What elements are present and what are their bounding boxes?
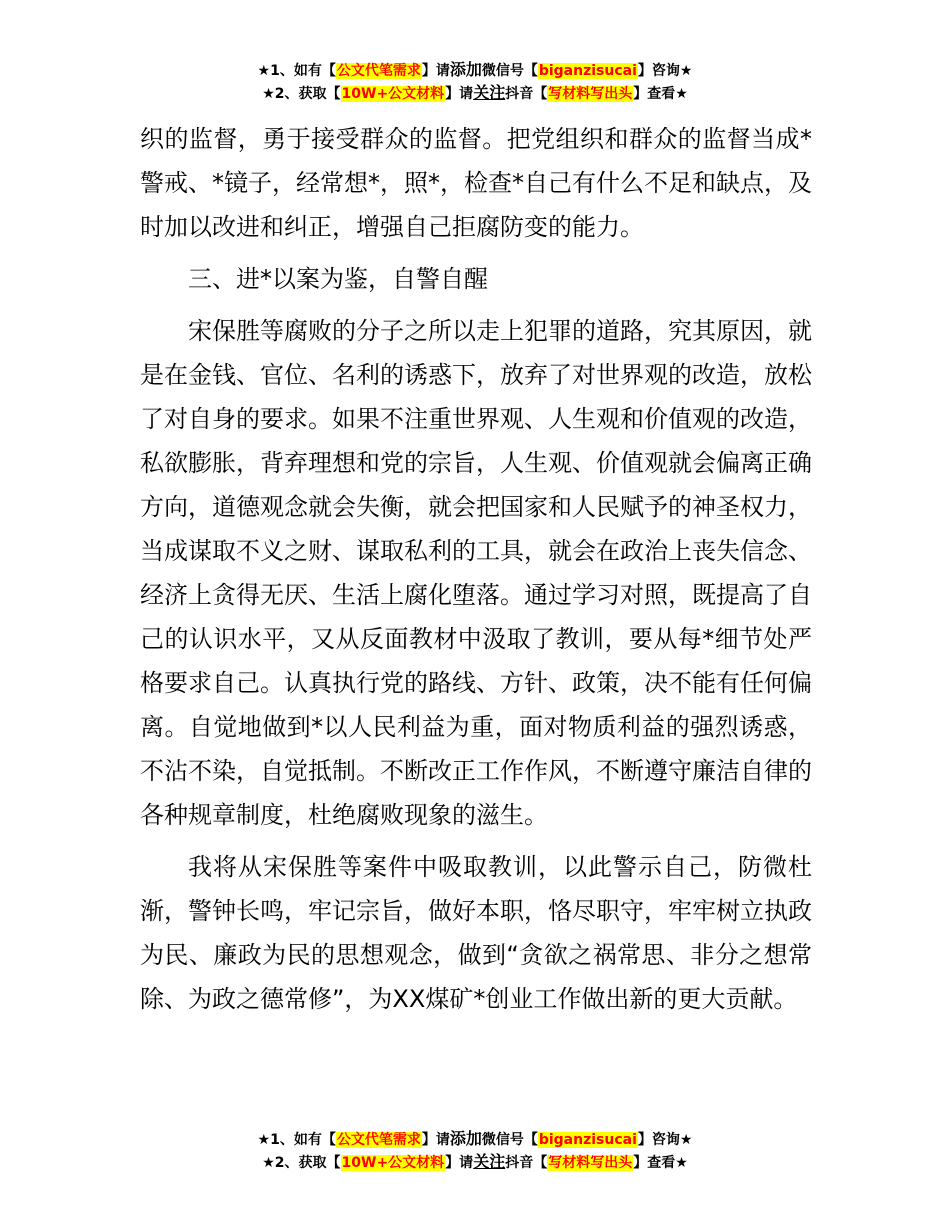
banner-line-2: ★2、获取【10W+公文材料】请关注抖音【写材料写出头】查看★ (262, 83, 688, 102)
highlight-wechat-id: biganzisucai (538, 63, 637, 79)
footer-banner (0, 1128, 950, 1174)
highlight-wechat-id: biganzisucai (538, 1132, 637, 1148)
highlight-service: 公文代笔需求 (336, 1132, 421, 1148)
section-heading: 三、进*以案为鉴，自警自醒 (188, 265, 488, 293)
paragraph-continuation: 织的监督，勇于接受群众的监督。把党组织和群众的监督当成*警戒、*镜子，经常想*，照*，检查*自己有什么不足和缺点，及时加以改进和纠正，增强自己拒腐防变的能力。 (140, 125, 812, 241)
header-banner (0, 59, 950, 105)
highlight-douyin-account: 写材料写出头 (548, 86, 633, 102)
highlight-materials: 10W+公文材料 (341, 86, 445, 102)
highlight-service: 公文代笔需求 (336, 63, 421, 79)
banner-line-1: ★1、如有【公文代笔需求】请添加微信号【biganzisucai】咨询★ (257, 1129, 693, 1148)
paragraph: 宋保胜等腐败的分子之所以走上犯罪的道路，究其原因，就是在金钱、官位、名利的诱惑下，放弃了对世界观的改造，放松了对自身的要求。如果不注重世界观、人生观和价值观的改造，私欲膨胀，背弃理想和党的宗旨，人生观、价值观就会偏离正确方向，道德观念就会失衡，就会把国家和人民赋予的神圣权力，当成谋取不义之财、谋取私利的工具，就会在政治上丧失信念、经济上贪得无厌、生活上腐化堕落。通过学习对照，既提高了自己的认识水平，又从反面教材中汲取了教训，要从每*细节处严格要求自己。认真执行党的路线、方针、政策，决不能有任何偏离。自觉地做到*以人民利益为重，面对物质利益的强烈诱惑，不沾不染，自觉抵制。不断改正工作作风，不断遵守廉洁自律的各种规章制度，杜绝腐败现象的滋生。 (140, 317, 812, 829)
paragraph: 我将从宋保胜等案件中吸取教训，以此警示自己，防微杜渐，警钟长鸣，牢记宗旨，做好本职，恪尽职守，牢牢树立执政为民、廉政为民的思想观念，做到“贪欲之祸常思、非分之想常除、为政之德常修”，为XX煤矿*创业工作做出新的更大贡献。 (140, 853, 812, 1013)
highlight-materials: 10W+公文材料 (341, 1155, 445, 1171)
document-body (140, 117, 812, 1021)
highlight-douyin-account: 写材料写出头 (548, 1155, 633, 1171)
banner-line-1: ★1、如有【公文代笔需求】请添加微信号【biganzisucai】咨询★ (257, 60, 693, 79)
banner-line-2: ★2、获取【10W+公文材料】请关注抖音【写材料写出头】查看★ (262, 1152, 688, 1171)
